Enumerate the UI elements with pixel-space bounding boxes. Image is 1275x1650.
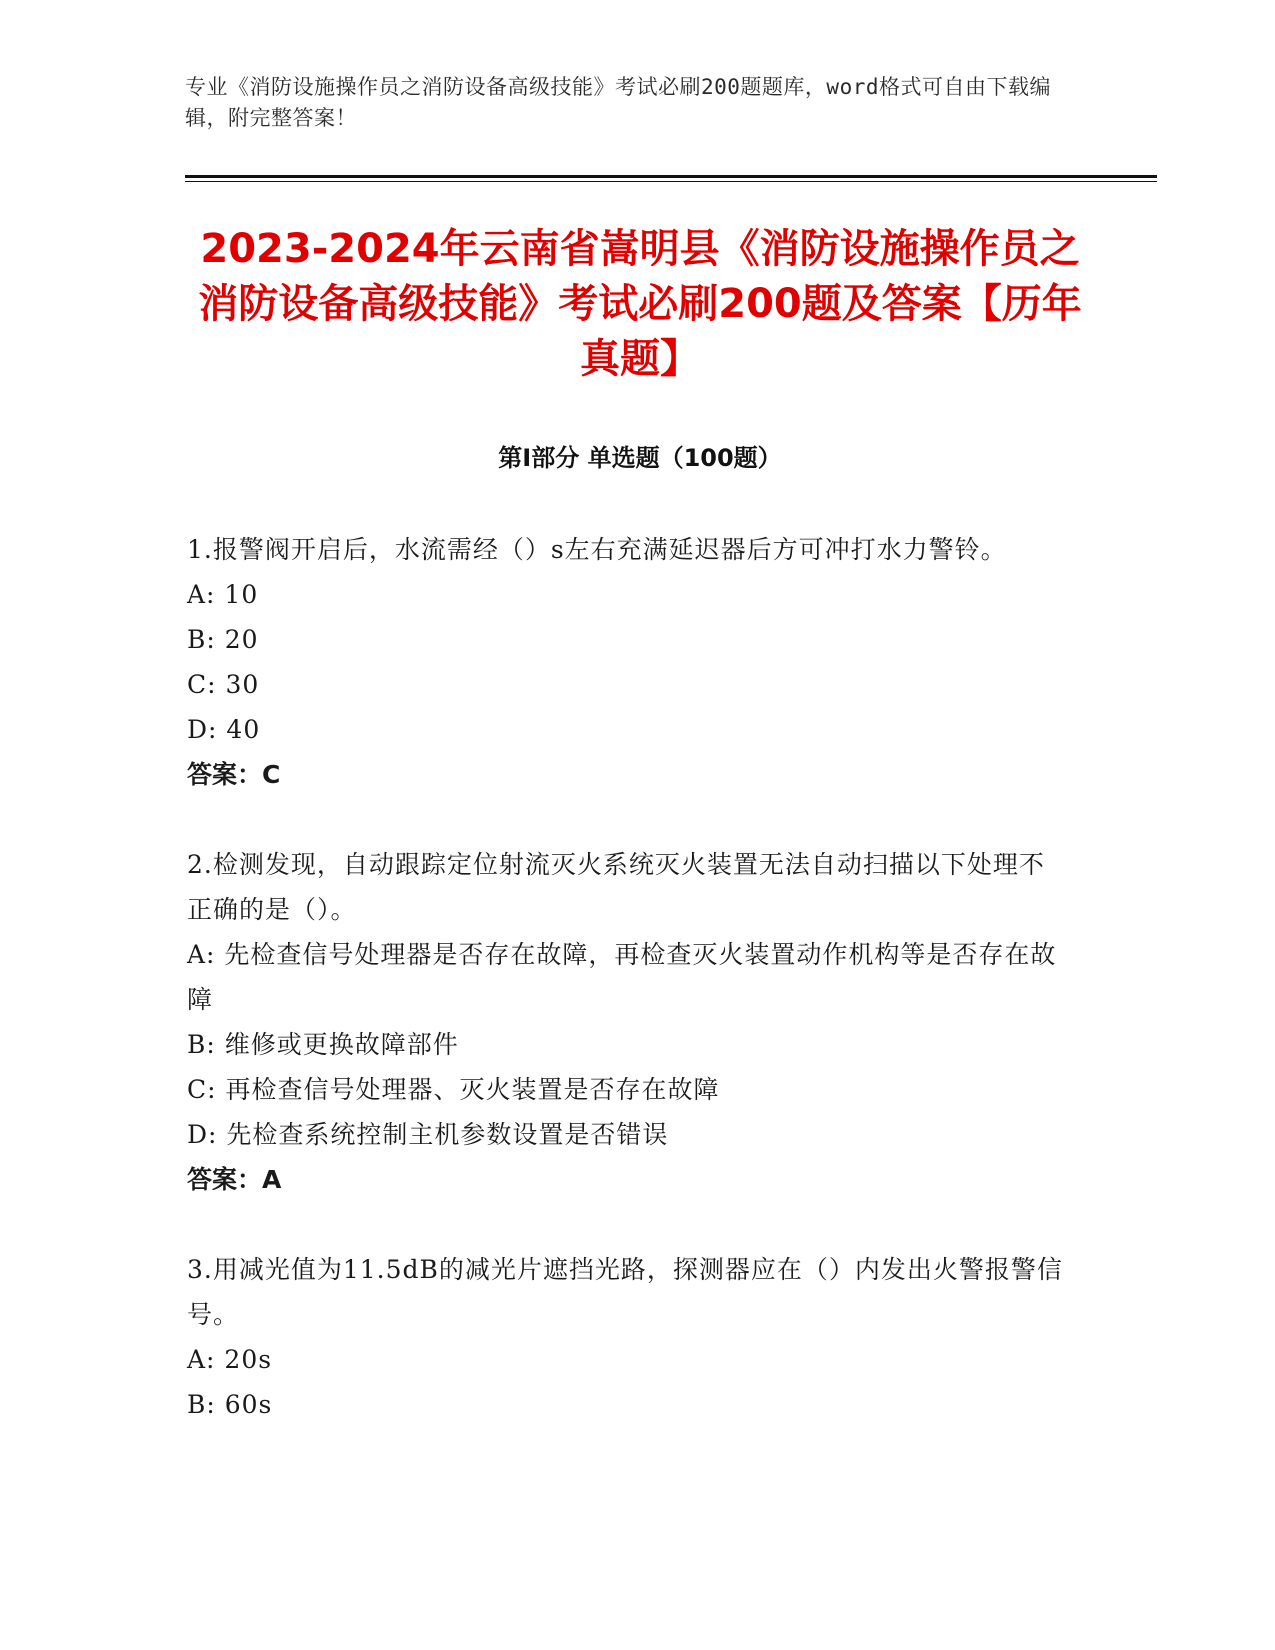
question-option: B: 20: [187, 625, 259, 654]
question-stem: 3.用减光值为11.5dB的减光片遮挡光路，探测器应在（）内发出火警报警信号。: [187, 1255, 1063, 1329]
question-stem: 1.报警阀开启后，水流需经（）s左右充满延迟器后方可冲打水力警铃。: [187, 535, 1007, 564]
question-list: [187, 527, 1067, 1472]
question-option: D: 40: [187, 715, 261, 744]
header-divider-thin: [185, 181, 1157, 182]
question-option: D: 先检查系统控制主机参数设置是否错误: [187, 1120, 669, 1149]
question-option: C: 再检查信号处理器、灭火装置是否存在故障: [187, 1075, 720, 1104]
question-answer: 答案：C: [187, 760, 281, 789]
question-item: [187, 527, 1067, 797]
question-answer: 答案：A: [187, 1165, 282, 1194]
question-option: A: 10: [187, 580, 259, 609]
question-item: [187, 842, 1067, 1202]
header-divider-thick: [185, 175, 1157, 178]
question-option: B: 维修或更换故障部件: [187, 1030, 459, 1059]
question-option: C: 30: [187, 670, 260, 699]
question-item: [187, 1247, 1067, 1427]
section-heading: 第I部分 单选题（100题）: [498, 444, 782, 472]
question-stem: 2.检测发现，自动跟踪定位射流灭火系统灭火装置无法自动扫描以下处理不正确的是（）。: [187, 850, 1045, 924]
document-title: 2023-2024年云南省嵩明县《消防设施操作员之消防设备高级技能》考试必刷200题及答案【历年真题】: [198, 226, 1082, 382]
header-note: 专业《消防设施操作员之消防设备高级技能》考试必刷200题题库，word格式可自由下载编辑，附完整答案！: [185, 75, 1051, 130]
question-option: A: 先检查信号处理器是否存在故障，再检查灭火装置动作机构等是否存在故障: [187, 940, 1057, 1014]
question-option: A: 20s: [187, 1345, 273, 1374]
question-option: B: 60s: [187, 1390, 273, 1419]
